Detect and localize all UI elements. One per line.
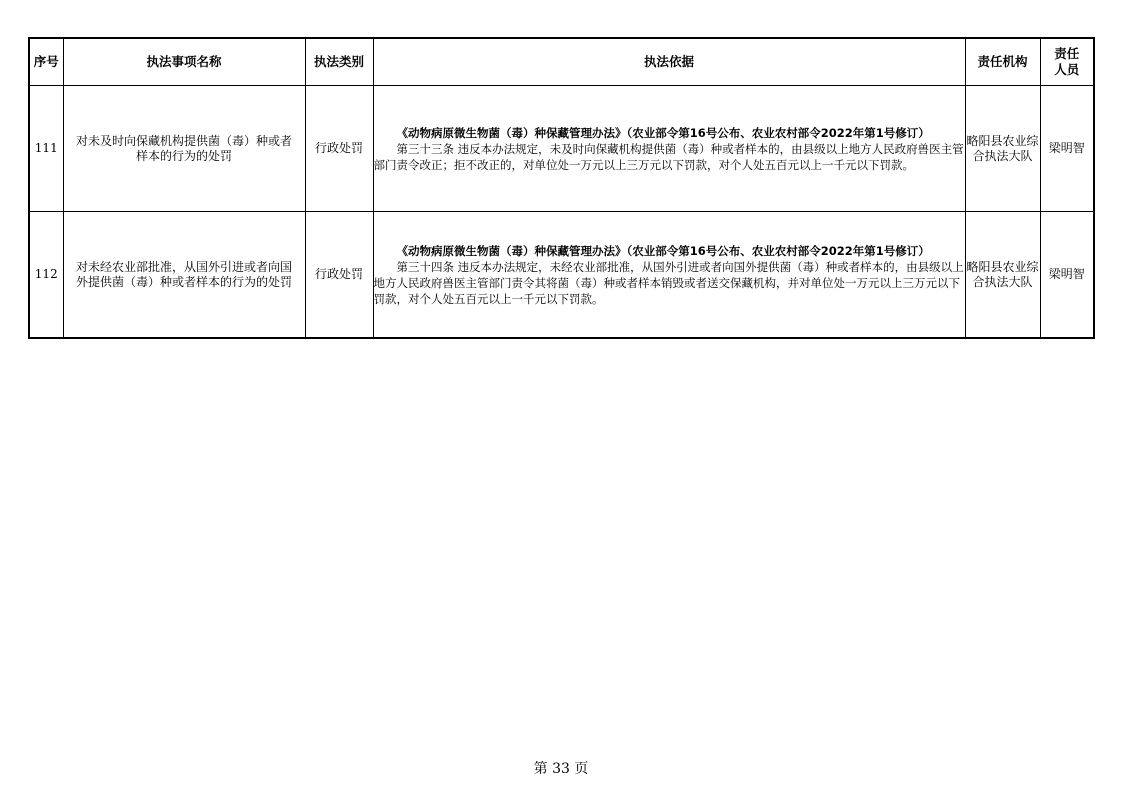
table-row: [29, 212, 1094, 339]
cell-basis: [373, 212, 965, 339]
cell-person: 梁明智: [1040, 212, 1094, 339]
cell-agency: 略阳县农业综合执法大队: [965, 212, 1040, 339]
header-category: 执法类别: [305, 38, 373, 86]
header-item-name: 执法事项名称: [63, 38, 305, 86]
header-row: [29, 38, 1094, 86]
enforcement-table: [28, 37, 1095, 339]
cell-agency: 略阳县农业综合执法大队: [965, 86, 1040, 212]
header-basis: 执法依据: [373, 38, 965, 86]
header-seq: 序号: [29, 38, 63, 86]
table-row: [29, 86, 1094, 212]
cell-seq: 111: [29, 86, 63, 212]
cell-seq: 112: [29, 212, 63, 339]
cell-category: 行政处罚: [305, 86, 373, 212]
law-title: 《动物病原微生物菌（毒）种保藏管理办法》（农业部令第16号公布、农业农村部令2022年第1号修订）: [396, 243, 930, 258]
law-article: 第三十四条 违反本办法规定，未经农业部批准，从国外引进或者向国外提供菌（毒）种或者样本的，由县级以上地方人民政府兽医主管部门责令其将菌（毒）种或者样本销毁或者送交保藏机构，并对单位处一万元以上三万元以下罚款，对个人处五百元以上一千元以下罚款。: [373, 259, 964, 306]
cell-item-name: 对未及时向保藏机构提供菌（毒）种或者样本的行为的处罚: [63, 86, 305, 212]
cell-item-name: 对未经农业部批准，从国外引进或者向国外提供菌（毒）种或者样本的行为的处罚: [63, 212, 305, 339]
cell-basis: [373, 86, 965, 212]
cell-category: 行政处罚: [305, 212, 373, 339]
cell-person: 梁明智: [1040, 86, 1094, 212]
law-article: 第三十三条 违反本办法规定，未及时向保藏机构提供菌（毒）种或者样本的，由县级以上地方人民政府兽医主管部门责令改正；拒不改正的，对单位处一万元以上三万元以下罚款，对个人处五百元以上一千元以下罚款。: [373, 141, 964, 172]
header-person: 责任人员: [1040, 38, 1094, 86]
header-agency: 责任机构: [965, 38, 1040, 86]
page-number: 第 33 页: [533, 761, 589, 777]
law-title: 《动物病原微生物菌（毒）种保藏管理办法》（农业部令第16号公布、农业农村部令2022年第1号修订）: [396, 125, 930, 140]
